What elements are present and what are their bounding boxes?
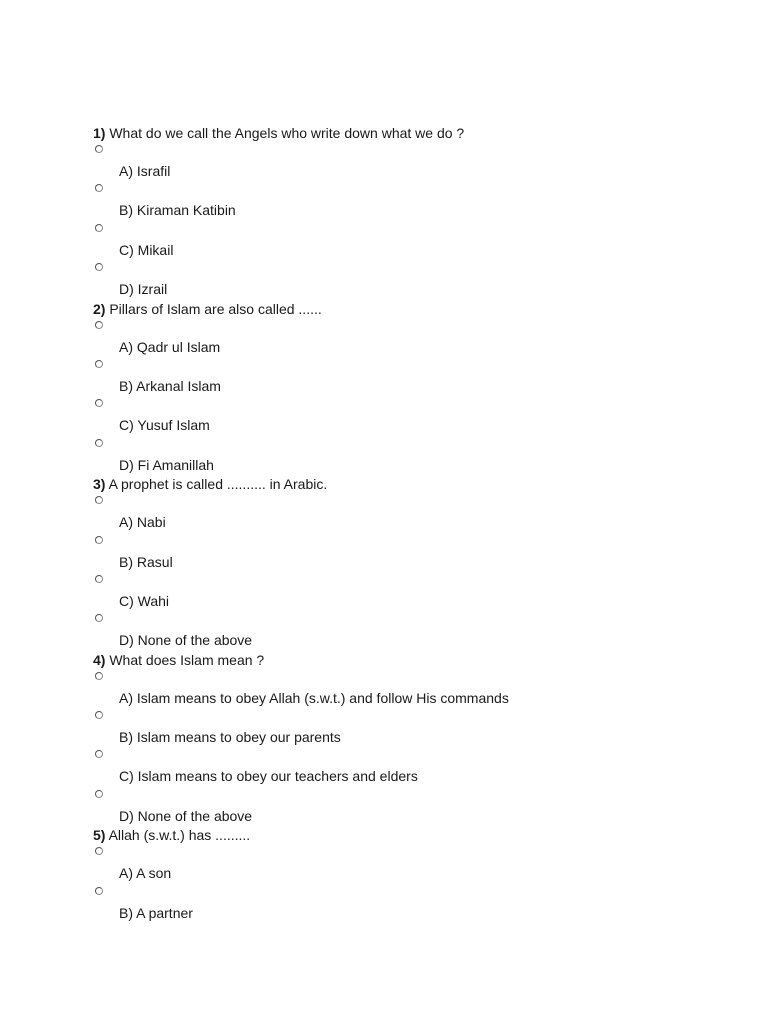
question-2: [93, 300, 733, 476]
radio-button[interactable]: [95, 847, 103, 855]
question-1: [93, 124, 733, 300]
option-c[interactable]: [93, 396, 733, 435]
option-label: D) Izrail: [119, 281, 168, 298]
option-b[interactable]: [93, 708, 733, 747]
radio-button[interactable]: [95, 184, 103, 192]
radio-button[interactable]: [95, 360, 103, 368]
option-a[interactable]: [93, 493, 733, 532]
question-label: What do we call the Angels who write down what we do ?: [105, 125, 465, 141]
option-c[interactable]: [93, 747, 733, 786]
option-d[interactable]: [93, 611, 733, 650]
radio-button[interactable]: [95, 672, 103, 680]
question-label: Pillars of Islam are also called ......: [105, 300, 322, 317]
question-3: [93, 475, 733, 651]
question-4: [93, 651, 733, 827]
option-label: A) A son: [119, 865, 172, 882]
radio-button[interactable]: [95, 711, 103, 719]
option-d[interactable]: [93, 787, 733, 826]
radio-button[interactable]: [95, 575, 103, 583]
radio-button[interactable]: [95, 790, 103, 798]
radio-button[interactable]: [95, 224, 103, 232]
quiz: [93, 124, 733, 923]
option-a[interactable]: [93, 318, 733, 357]
option-label: C) Islam means to obey our teachers and elders: [119, 768, 418, 785]
question-text: [93, 300, 733, 318]
option-a[interactable]: [93, 669, 733, 708]
option-d[interactable]: [93, 260, 733, 299]
radio-button[interactable]: [95, 321, 103, 329]
option-label: C) Mikail: [119, 241, 174, 258]
question-text: [93, 124, 733, 142]
radio-button[interactable]: [95, 614, 103, 622]
option-label: D) Fi Amanillah: [119, 456, 214, 473]
question-number: 2): [93, 300, 106, 317]
radio-button[interactable]: [95, 496, 103, 504]
question-label: What does Islam mean ?: [105, 651, 265, 668]
option-b[interactable]: [93, 181, 733, 220]
option-label: A) Islam means to obey Allah (s.w.t.) and follow His commands: [119, 689, 509, 706]
option-label: C) Wahi: [119, 592, 170, 609]
option-b[interactable]: [93, 357, 733, 396]
question-label: A prophet is called .......... in Arabic.: [105, 476, 328, 493]
question-label: Allah (s.w.t.) has .........: [105, 827, 251, 844]
question-number: 5): [93, 827, 106, 844]
question-number: 4): [93, 651, 106, 668]
radio-button[interactable]: [95, 145, 103, 153]
question-number: 1): [93, 125, 106, 141]
option-label: B) Rasul: [119, 553, 173, 570]
radio-button[interactable]: [95, 750, 103, 758]
option-label: B) Arkanal Islam: [119, 377, 221, 394]
option-label: B) Islam means to obey our parents: [119, 729, 341, 746]
option-d[interactable]: [93, 436, 733, 475]
option-label: D) None of the above: [119, 807, 253, 824]
option-c[interactable]: [93, 221, 733, 260]
option-label: D) None of the above: [119, 632, 253, 649]
option-label: A) Nabi: [119, 514, 166, 531]
radio-button[interactable]: [95, 887, 103, 895]
option-label: B) Kiraman Katibin: [119, 202, 236, 219]
question-text: [93, 826, 733, 844]
option-a[interactable]: [93, 844, 733, 883]
radio-button[interactable]: [95, 439, 103, 447]
radio-button[interactable]: [95, 263, 103, 271]
option-c[interactable]: [93, 572, 733, 611]
question-number: 3): [93, 476, 106, 493]
question-5: [93, 826, 733, 923]
question-text: [93, 475, 733, 493]
question-text: [93, 651, 733, 669]
radio-button[interactable]: [95, 536, 103, 544]
option-a[interactable]: [93, 142, 733, 181]
option-label: B) A partner: [119, 904, 193, 921]
option-label: C) Yusuf Islam: [119, 417, 210, 434]
radio-button[interactable]: [95, 399, 103, 407]
option-b[interactable]: [93, 884, 733, 923]
option-b[interactable]: [93, 533, 733, 572]
option-label: A) Israfil: [119, 163, 171, 179]
option-label: A) Qadr ul Islam: [119, 338, 221, 355]
